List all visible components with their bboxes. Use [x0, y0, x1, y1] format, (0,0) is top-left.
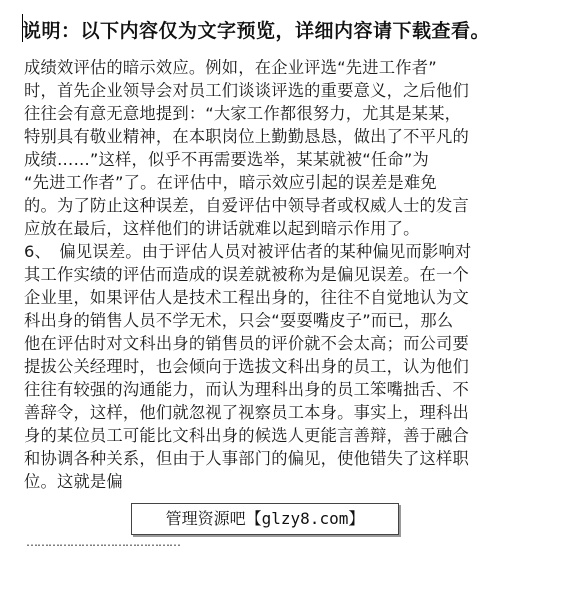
paragraph-line: 往往会有意无意地提到：“大家工作都很努力，尤其是某某，: [24, 104, 462, 123]
paragraph-line: 应放在最后，这样他们的讲话就难以起到暗示作用了。: [24, 219, 420, 238]
paragraph-line: 6、 偏见误差。由于评估人员对被评估者的某种偏见而影响对: [24, 242, 472, 261]
paragraph-line: 科出身的销售人员不学无术，只会“耍耍嘴皮子”而已，那么: [24, 311, 454, 330]
preview-notice: 说明：以下内容仅为文字预览，详细内容请下载查看。: [22, 20, 491, 42]
paragraph-line: 往往有较强的沟通能力，而认为理科出身的员工笨嘴拙舌、不: [24, 380, 469, 399]
paragraph-line: 成绩效评估的暗示效应。例如，在企业评选“先进工作者”: [24, 58, 437, 77]
truncation-dots: ……………………………………: [26, 535, 180, 549]
paragraph-line: 特别具有敬业精神，在本职岗位上勤勤恳恳，做出了不平凡的: [24, 127, 469, 146]
paragraph-line: 提拔公关经理时，也会倾向于选拔文科出身的员工，认为他们: [24, 357, 469, 376]
paragraph-line: 位。这就是偏: [24, 472, 123, 491]
paragraph-line: 他在评估时对文科出身的销售员的评价就不会太高；而公司要: [24, 334, 469, 353]
site-watermark-label: 管理资源吧【glzy8.com】: [131, 503, 399, 535]
paragraph-line: 企业里，如果评估人是技术工程出身的，往往不自觉地认为文: [24, 288, 469, 307]
paragraph-line: 身的某位员工可能比文科出身的候选人更能言善辩，善于融合: [24, 426, 469, 445]
paragraph-line: 和协调各种关系，但由于人事部门的偏见，使他错失了这样职: [24, 449, 469, 468]
paragraph-line: 的。为了防止这种误差，自爱评估中领导者或权威人士的发言: [24, 196, 469, 215]
paragraph-line: 其工作实绩的评估而造成的误差就被称为是偏见误差。在一个: [24, 265, 469, 284]
paragraph-line: 时，首先企业领导会对员工们谈谈评选的重要意义，之后他们: [24, 81, 469, 100]
paragraph-line: 善辞令，这样，他们就忽视了视察员工本身。事实上，理科出: [24, 403, 469, 422]
paragraph-line: “先进工作者”了。在评估中，暗示效应引起的误差是难免: [24, 173, 437, 192]
paragraph-line: 成绩……”这样，似乎不再需要选举，某某就被“任命”为: [24, 150, 429, 169]
document-body: [24, 56, 572, 493]
